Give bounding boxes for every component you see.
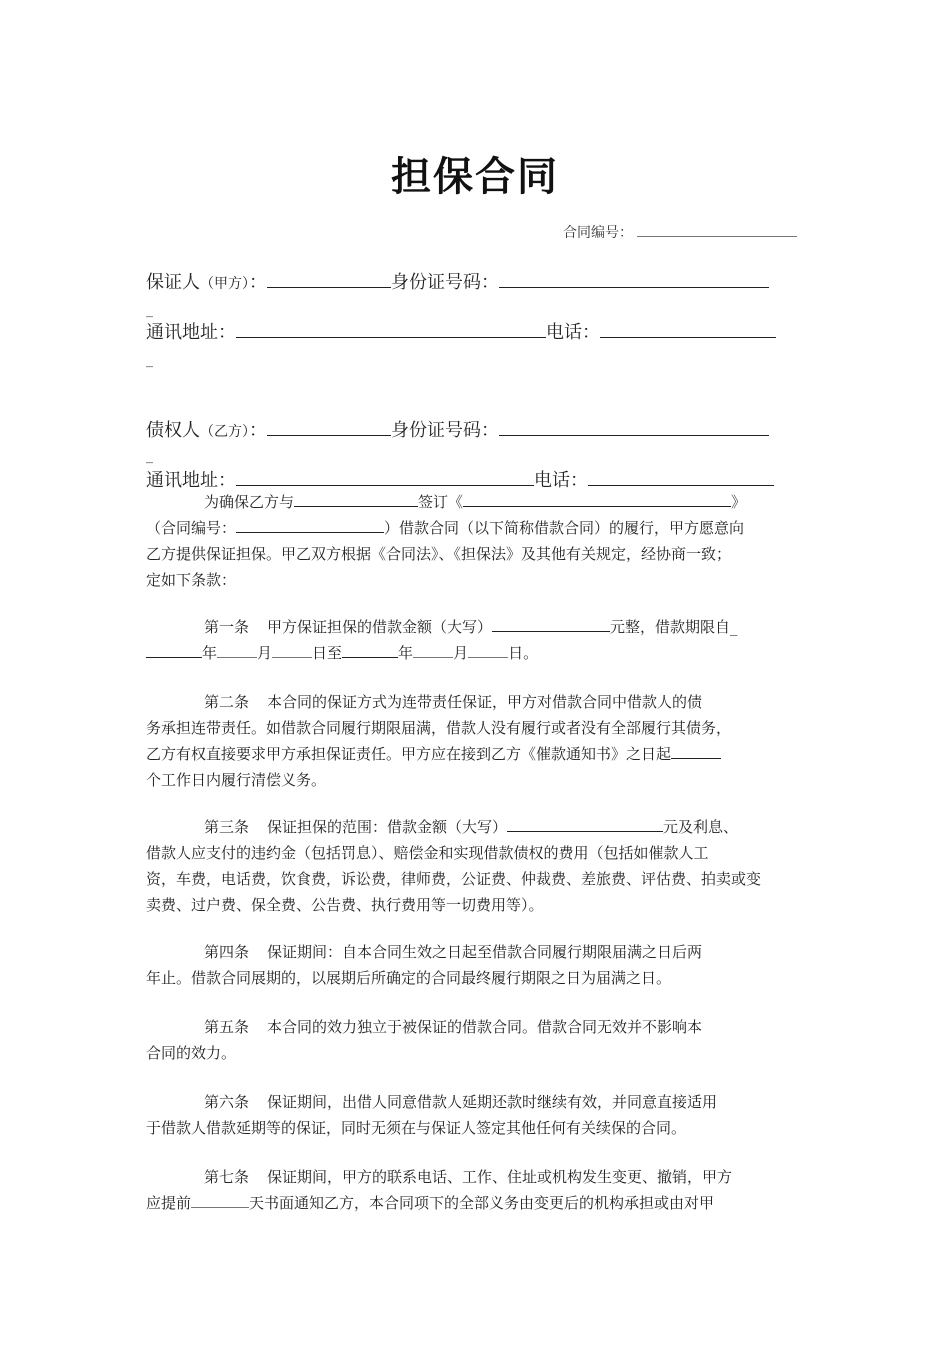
intro-text: 乙方提供保证担保。甲乙双方根据《合同法》、《担保法》及其他有关规定，经协商一致；: [146, 545, 732, 563]
borrower-name-blank[interactable]: [294, 491, 418, 507]
article-1: [146, 614, 778, 666]
article-text: 甲方保证担保的借款金额（大写）: [267, 618, 493, 636]
creditor-address-label: 通讯地址：: [146, 470, 236, 491]
article-text: _: [730, 618, 738, 636]
notice-days-blank[interactable]: [191, 1192, 249, 1208]
article-heading: 第五条: [204, 1018, 250, 1036]
intro-text: ）借款合同（以下简称借款合同）的履行，甲方愿意向: [384, 519, 745, 537]
article-text: 天书面通知乙方，本合同项下的全部义务由变更后的机构承担或由对甲: [249, 1194, 715, 1212]
article-text: 年: [398, 644, 414, 662]
article-text: 资，车费，电话费，饮食费，诉讼费，律师费，公证费、仲裁费、差旅费、评估费、拍卖或变: [146, 870, 762, 888]
article-text: 卖费、过户费、保全费、公告费、执行费用等一切费用等）。: [146, 896, 544, 914]
article-text: 年: [202, 644, 218, 662]
article-heading: 第六条: [204, 1093, 250, 1111]
intro-text: 为确保乙方与: [204, 493, 295, 511]
loan-contract-name-blank[interactable]: [463, 491, 731, 507]
intro-text: 定如下条款：: [146, 571, 237, 589]
wrap-mark: _: [146, 352, 153, 368]
contract-number-row: [563, 222, 797, 242]
article-heading: 第二条: [204, 693, 250, 711]
article-text: 保证担保的范围：借款金额（大写）: [267, 818, 508, 836]
article-text: 元及利息、: [663, 818, 739, 836]
wrap-mark: _: [146, 448, 153, 464]
article-text: 借款人应支付的违约金（包括罚息）、赔偿金和实现借款债权的费用（包括如催款人工: [146, 844, 709, 862]
article-text: 本合同的保证方式为连带责任保证，甲方对借款合同中借款人的债: [267, 693, 703, 711]
start-year-blank[interactable]: [146, 642, 202, 658]
article-text: 年止。借款合同展期的，以展期后所确定的合同最终履行期限之日为届满之日。: [146, 969, 672, 987]
start-day-blank[interactable]: [272, 642, 312, 658]
article-text: 应提前: [146, 1194, 192, 1212]
creditor-phone-blank[interactable]: [588, 467, 774, 486]
creditor-label: 债权人: [146, 420, 200, 441]
guarantor-address-blank[interactable]: [236, 319, 546, 338]
article-text: 保证期间，出借人同意借款人延期还款时继续有效，并同意直接适用: [267, 1093, 718, 1111]
article-text: 月: [453, 644, 469, 662]
working-days-blank[interactable]: [671, 743, 721, 759]
guarantor-address-row: [146, 318, 776, 344]
article-4: [146, 939, 778, 991]
guarantor-name-blank[interactable]: [267, 269, 391, 288]
article-3: [146, 814, 778, 918]
creditor-id-blank[interactable]: [499, 417, 769, 436]
end-day-blank[interactable]: [468, 642, 508, 658]
article-text: 保证期间，甲方的联系电话、工作、住址或机构发生变更、撤销，甲方: [267, 1168, 733, 1186]
article-2: [146, 689, 778, 793]
contract-number-blank[interactable]: [637, 222, 797, 237]
creditor-colon: ：: [249, 420, 267, 441]
intro-paragraph: [146, 489, 778, 593]
article-text: 个工作日内履行清偿义务。: [146, 771, 327, 789]
intro-text: 》: [731, 493, 747, 511]
article-text: 月: [257, 644, 273, 662]
guarantor-id-label: 身份证号码：: [391, 272, 499, 293]
article-text: 合同的效力。: [146, 1044, 237, 1062]
loan-contract-number-blank[interactable]: [236, 517, 384, 533]
article-text: 本合同的效力独立于被保证的借款合同。借款合同无效并不影响本: [267, 1018, 703, 1036]
article-5: [146, 1014, 778, 1066]
creditor-name-blank[interactable]: [267, 417, 391, 436]
article-text: 日。: [508, 644, 539, 662]
contract-number-label: 合同编号：: [563, 225, 633, 241]
article-text: 务承担连带责任。如借款合同履行期限届满，借款人没有履行或者没有全部履行其债务，: [146, 719, 732, 737]
guarantor-phone-blank[interactable]: [600, 319, 776, 338]
article-text: 于借款人借款延期等的保证，同时无须在与保证人签定其他任何有关续保的合同。: [146, 1119, 687, 1137]
guarantor-label: 保证人: [146, 272, 200, 293]
article-text: 元整，借款期限自: [610, 618, 731, 636]
article-text: 保证期间：自本合同生效之日起至借款合同履行期限届满之日后两: [267, 943, 703, 961]
start-month-blank[interactable]: [217, 642, 257, 658]
guarantee-amount-blank[interactable]: [507, 816, 663, 832]
article-7: [146, 1164, 778, 1216]
creditor-phone-label: 电话：: [534, 470, 588, 491]
guarantor-colon: ：: [249, 272, 267, 293]
article-6: [146, 1089, 778, 1141]
article-heading: 第四条: [204, 943, 250, 961]
intro-text: （合同编号：: [146, 519, 237, 537]
creditor-address-blank[interactable]: [236, 467, 534, 486]
page-title: 担保合同: [391, 153, 559, 200]
article-text: 日至: [312, 644, 343, 662]
article-heading: 第三条: [204, 818, 250, 836]
intro-text: 签订《: [418, 493, 464, 511]
guarantor-party-label: （甲方）: [200, 276, 249, 292]
creditor-party-label: （乙方）: [200, 424, 249, 440]
guarantor-address-label: 通讯地址：: [146, 322, 236, 343]
guarantor-id-blank[interactable]: [499, 269, 769, 288]
guarantor-row: [146, 268, 769, 294]
end-month-blank[interactable]: [413, 642, 453, 658]
creditor-id-label: 身份证号码：: [391, 420, 499, 441]
article-heading: 第一条: [204, 618, 250, 636]
loan-amount-blank[interactable]: [492, 616, 610, 632]
end-year-blank[interactable]: [342, 642, 398, 658]
wrap-mark: _: [146, 302, 153, 318]
guarantor-phone-label: 电话：: [546, 322, 600, 343]
article-heading: 第七条: [204, 1168, 250, 1186]
creditor-row: [146, 416, 769, 442]
article-text: 乙方有权直接要求甲方承担保证责任。甲方应在接到乙方《催款通知书》之日起: [146, 745, 672, 763]
